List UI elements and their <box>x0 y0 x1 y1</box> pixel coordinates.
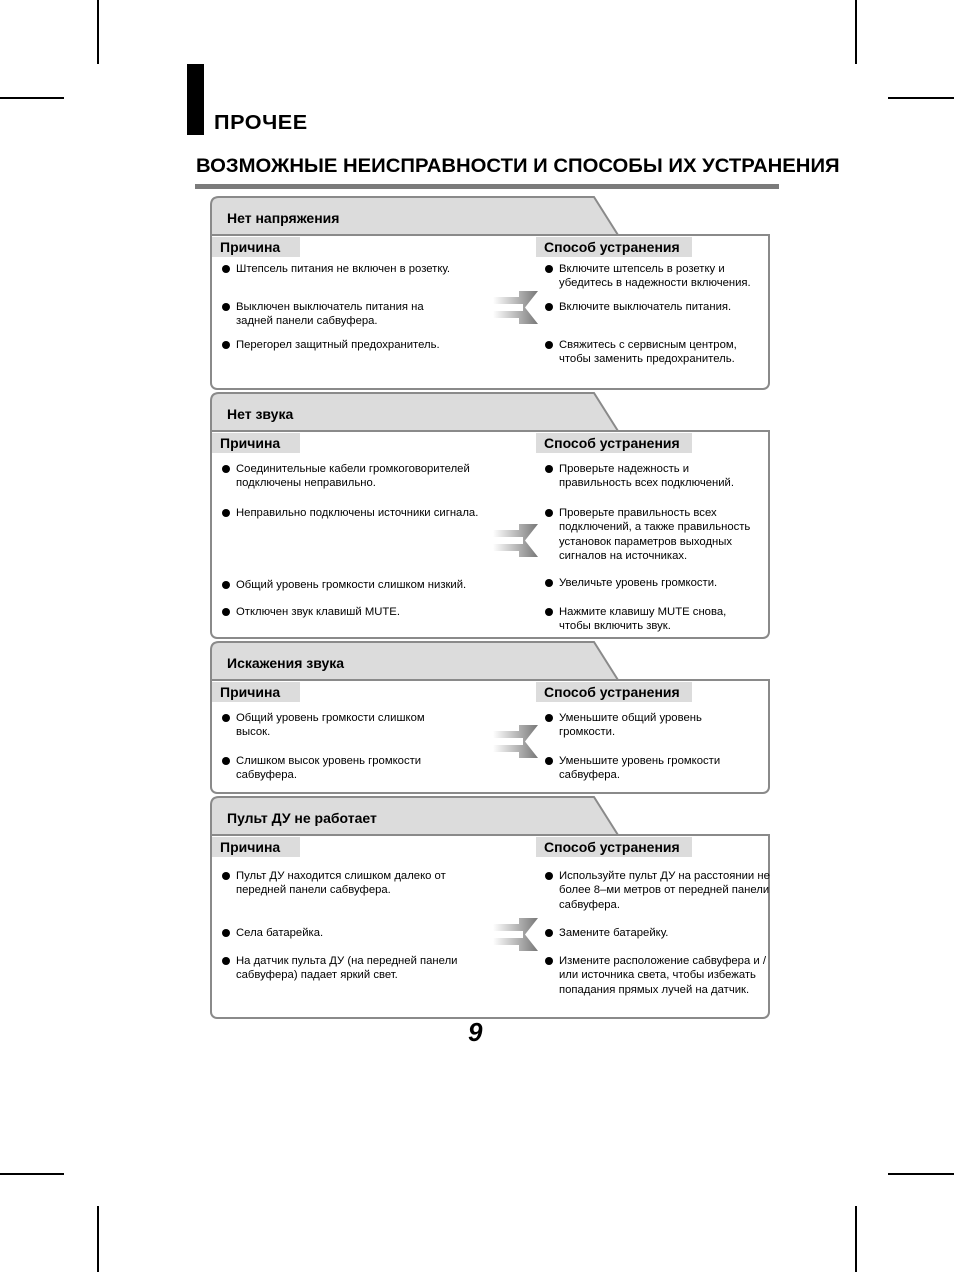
bullet-dot-icon <box>222 957 230 965</box>
crop-mark <box>888 97 954 99</box>
title-divider <box>195 184 779 189</box>
crop-mark <box>97 1206 99 1272</box>
bullet-dot-icon <box>545 757 553 765</box>
fix-item: Измените расположение сабвуфера и / или источника света, чтобы избежать попадания прямых лучей на датчик. <box>544 954 766 997</box>
page-title: ВОЗМОЖНЫЕ НЕИСПРАВНОСТИ И СПОСОБЫ ИХ УСТРАНЕНИЯ <box>196 155 840 177</box>
fix-item: Уменьшите уровень громкости сабвуфера. <box>544 754 744 783</box>
fix-header: Способ устранения <box>536 237 692 257</box>
problem-box <box>210 234 770 390</box>
cause-item: Неправильно подключены источники сигнала. <box>221 506 511 520</box>
problem-title: Нет звука <box>227 406 294 422</box>
page-number: 9 <box>468 1017 483 1047</box>
bullet-dot-icon <box>222 581 230 589</box>
bullet-dot-icon <box>222 714 230 722</box>
crop-mark <box>97 0 99 64</box>
bullet-dot-icon <box>545 465 553 473</box>
cause-item: Слишком высок уровень громкости сабвуфера. <box>221 754 441 783</box>
cause-item: Общий уровень громкости слишком низкий. <box>221 578 511 592</box>
problem-block-distortion <box>210 641 770 794</box>
bullet-dot-icon <box>545 509 553 517</box>
cause-item: Выключен выключатель питания на задней панели сабвуфера. <box>221 300 451 329</box>
crop-mark <box>0 1173 64 1175</box>
crop-mark <box>855 1206 857 1272</box>
cause-header: Причина <box>212 682 300 702</box>
cause-item: Штепсель питания не включен в розетку. <box>221 262 511 276</box>
bullet-dot-icon <box>545 872 553 880</box>
gradient-arrow-icon <box>493 291 538 324</box>
cause-item: Села батарейка. <box>221 926 511 940</box>
bullet-dot-icon <box>545 608 553 616</box>
bullet-dot-icon <box>222 303 230 311</box>
gradient-arrow-icon <box>493 524 538 557</box>
problem-box <box>210 679 770 794</box>
crop-mark <box>855 0 857 64</box>
cause-item: Перегорел защитный предохранитель. <box>221 338 511 352</box>
bullet-dot-icon <box>222 757 230 765</box>
problem-block-remote <box>210 796 770 1018</box>
gradient-arrow-icon <box>493 918 538 951</box>
bullet-dot-icon <box>222 465 230 473</box>
cause-header: Причина <box>212 433 300 453</box>
cause-item: Пульт ДУ находится слишком далеко от передней панели сабвуфера. <box>221 869 466 898</box>
problem-tab <box>210 196 620 235</box>
problem-box <box>210 430 770 639</box>
cause-item: Отключен звук клавишй MUTE. <box>221 605 511 619</box>
bullet-dot-icon <box>545 303 553 311</box>
fix-item: Проверьте правильность всех подключений, а также правильность установок параметров выходных сигналов на источниках. <box>544 506 774 563</box>
bullet-dot-icon <box>222 265 230 273</box>
bullet-dot-icon <box>222 341 230 349</box>
bullet-dot-icon <box>545 579 553 587</box>
bullet-dot-icon <box>545 341 553 349</box>
fix-item: Замените батарейку. <box>544 926 774 940</box>
problem-block-no-sound <box>210 392 770 638</box>
fix-item: Проверьте надежность и правильность всех подключений. <box>544 462 754 491</box>
fix-item: Включите выключатель питания. <box>544 300 774 314</box>
section-title: ПРОЧЕЕ <box>214 112 308 134</box>
bullet-dot-icon <box>545 957 553 965</box>
fix-item: Уменьшите общий уровень громкости. <box>544 711 724 740</box>
fix-item: Включите штепсель в розетку и убедитесь в надежности включения. <box>544 262 774 291</box>
cause-header: Причина <box>212 237 300 257</box>
bullet-dot-icon <box>222 509 230 517</box>
bullet-dot-icon <box>545 714 553 722</box>
problem-title: Пульт ДУ не работает <box>227 810 377 826</box>
problem-tab <box>210 796 620 835</box>
fix-item: Увеличьте уровень громкости. <box>544 576 774 590</box>
fix-item: Используйте пульт ДУ на расстоянии не более 8–ми метров от передней панели сабвуфера. <box>544 869 772 912</box>
problem-block-no-power <box>210 196 770 390</box>
cause-item: Соединительные кабели громкоговорителей подключены неправильно. <box>221 462 501 491</box>
section-marker-bar <box>187 64 204 135</box>
gradient-arrow-icon <box>493 725 538 758</box>
fix-item: Нажмите клавишу MUTE снова, чтобы включить звук. <box>544 605 749 634</box>
cause-item: На датчик пульта ДУ (на передней панели сабвуфера) падает яркий свет. <box>221 954 483 983</box>
fix-header: Способ устранения <box>536 682 692 702</box>
problem-title: Нет напряжения <box>227 210 340 226</box>
fix-header: Способ устранения <box>536 433 692 453</box>
bullet-dot-icon <box>222 608 230 616</box>
problem-title: Искажения звука <box>227 655 345 671</box>
bullet-dot-icon <box>222 929 230 937</box>
crop-mark <box>0 97 64 99</box>
bullet-dot-icon <box>545 929 553 937</box>
cause-header: Причина <box>212 837 300 857</box>
problem-tab <box>210 641 620 680</box>
problem-box <box>210 834 770 1019</box>
fix-header: Способ устранения <box>536 837 692 857</box>
fix-item: Свяжитесь с сервисным центром, чтобы заменить предохранитель. <box>544 338 756 367</box>
crop-mark <box>888 1173 954 1175</box>
bullet-dot-icon <box>545 265 553 273</box>
problem-tab <box>210 392 620 431</box>
cause-item: Общий уровень громкости слишком высок. <box>221 711 451 740</box>
bullet-dot-icon <box>222 872 230 880</box>
